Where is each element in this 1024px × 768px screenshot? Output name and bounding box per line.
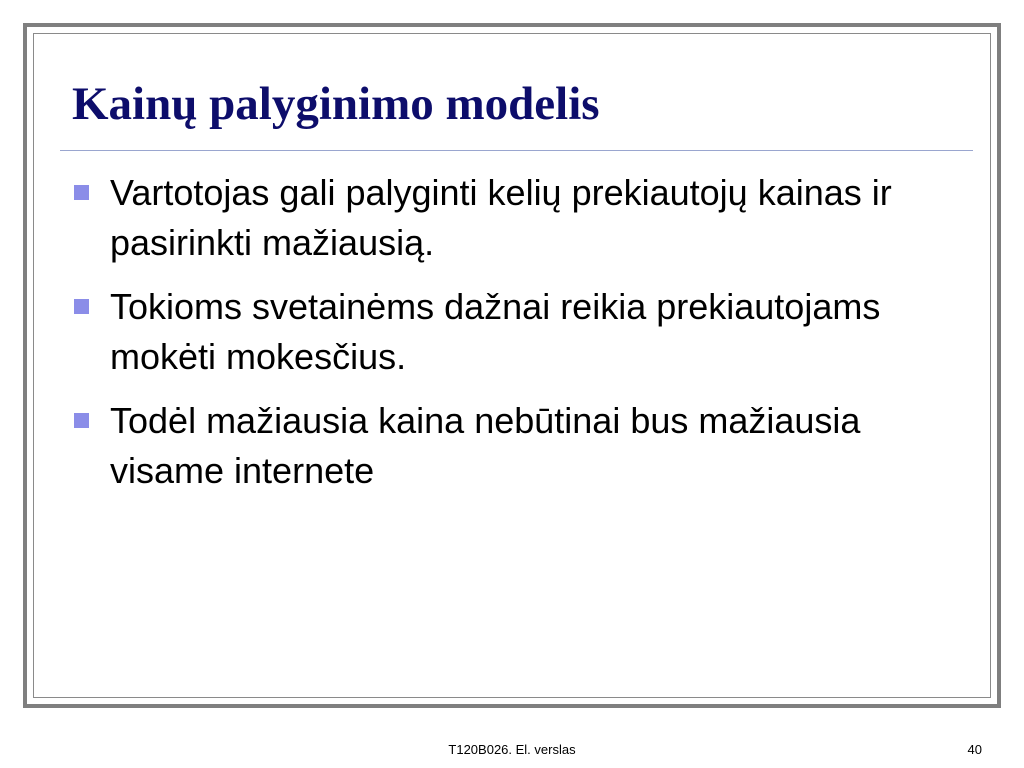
bullet-item [72, 282, 952, 382]
bullet-text: Vartotojas gali palyginti kelių prekiautojų kainas ir pasirinkti mažiausią. [110, 172, 892, 263]
footer-course-label: T120B026. El. verslas [448, 742, 576, 757]
bullet-list [72, 168, 952, 510]
title-divider [60, 150, 973, 151]
bullet-text: Tokioms svetainėms dažnai reikia prekiautojams mokėti mokesčius. [110, 286, 881, 377]
square-bullet-icon [74, 299, 89, 314]
square-bullet-icon [74, 185, 89, 200]
bullet-item [72, 168, 952, 268]
bullet-item [72, 396, 952, 496]
square-bullet-icon [74, 413, 89, 428]
bullet-text: Todėl mažiausia kaina nebūtinai bus mažiausia visame internete [110, 400, 861, 491]
slide-title: Kainų palyginimo modelis [72, 78, 600, 130]
page-number: 40 [967, 742, 982, 757]
